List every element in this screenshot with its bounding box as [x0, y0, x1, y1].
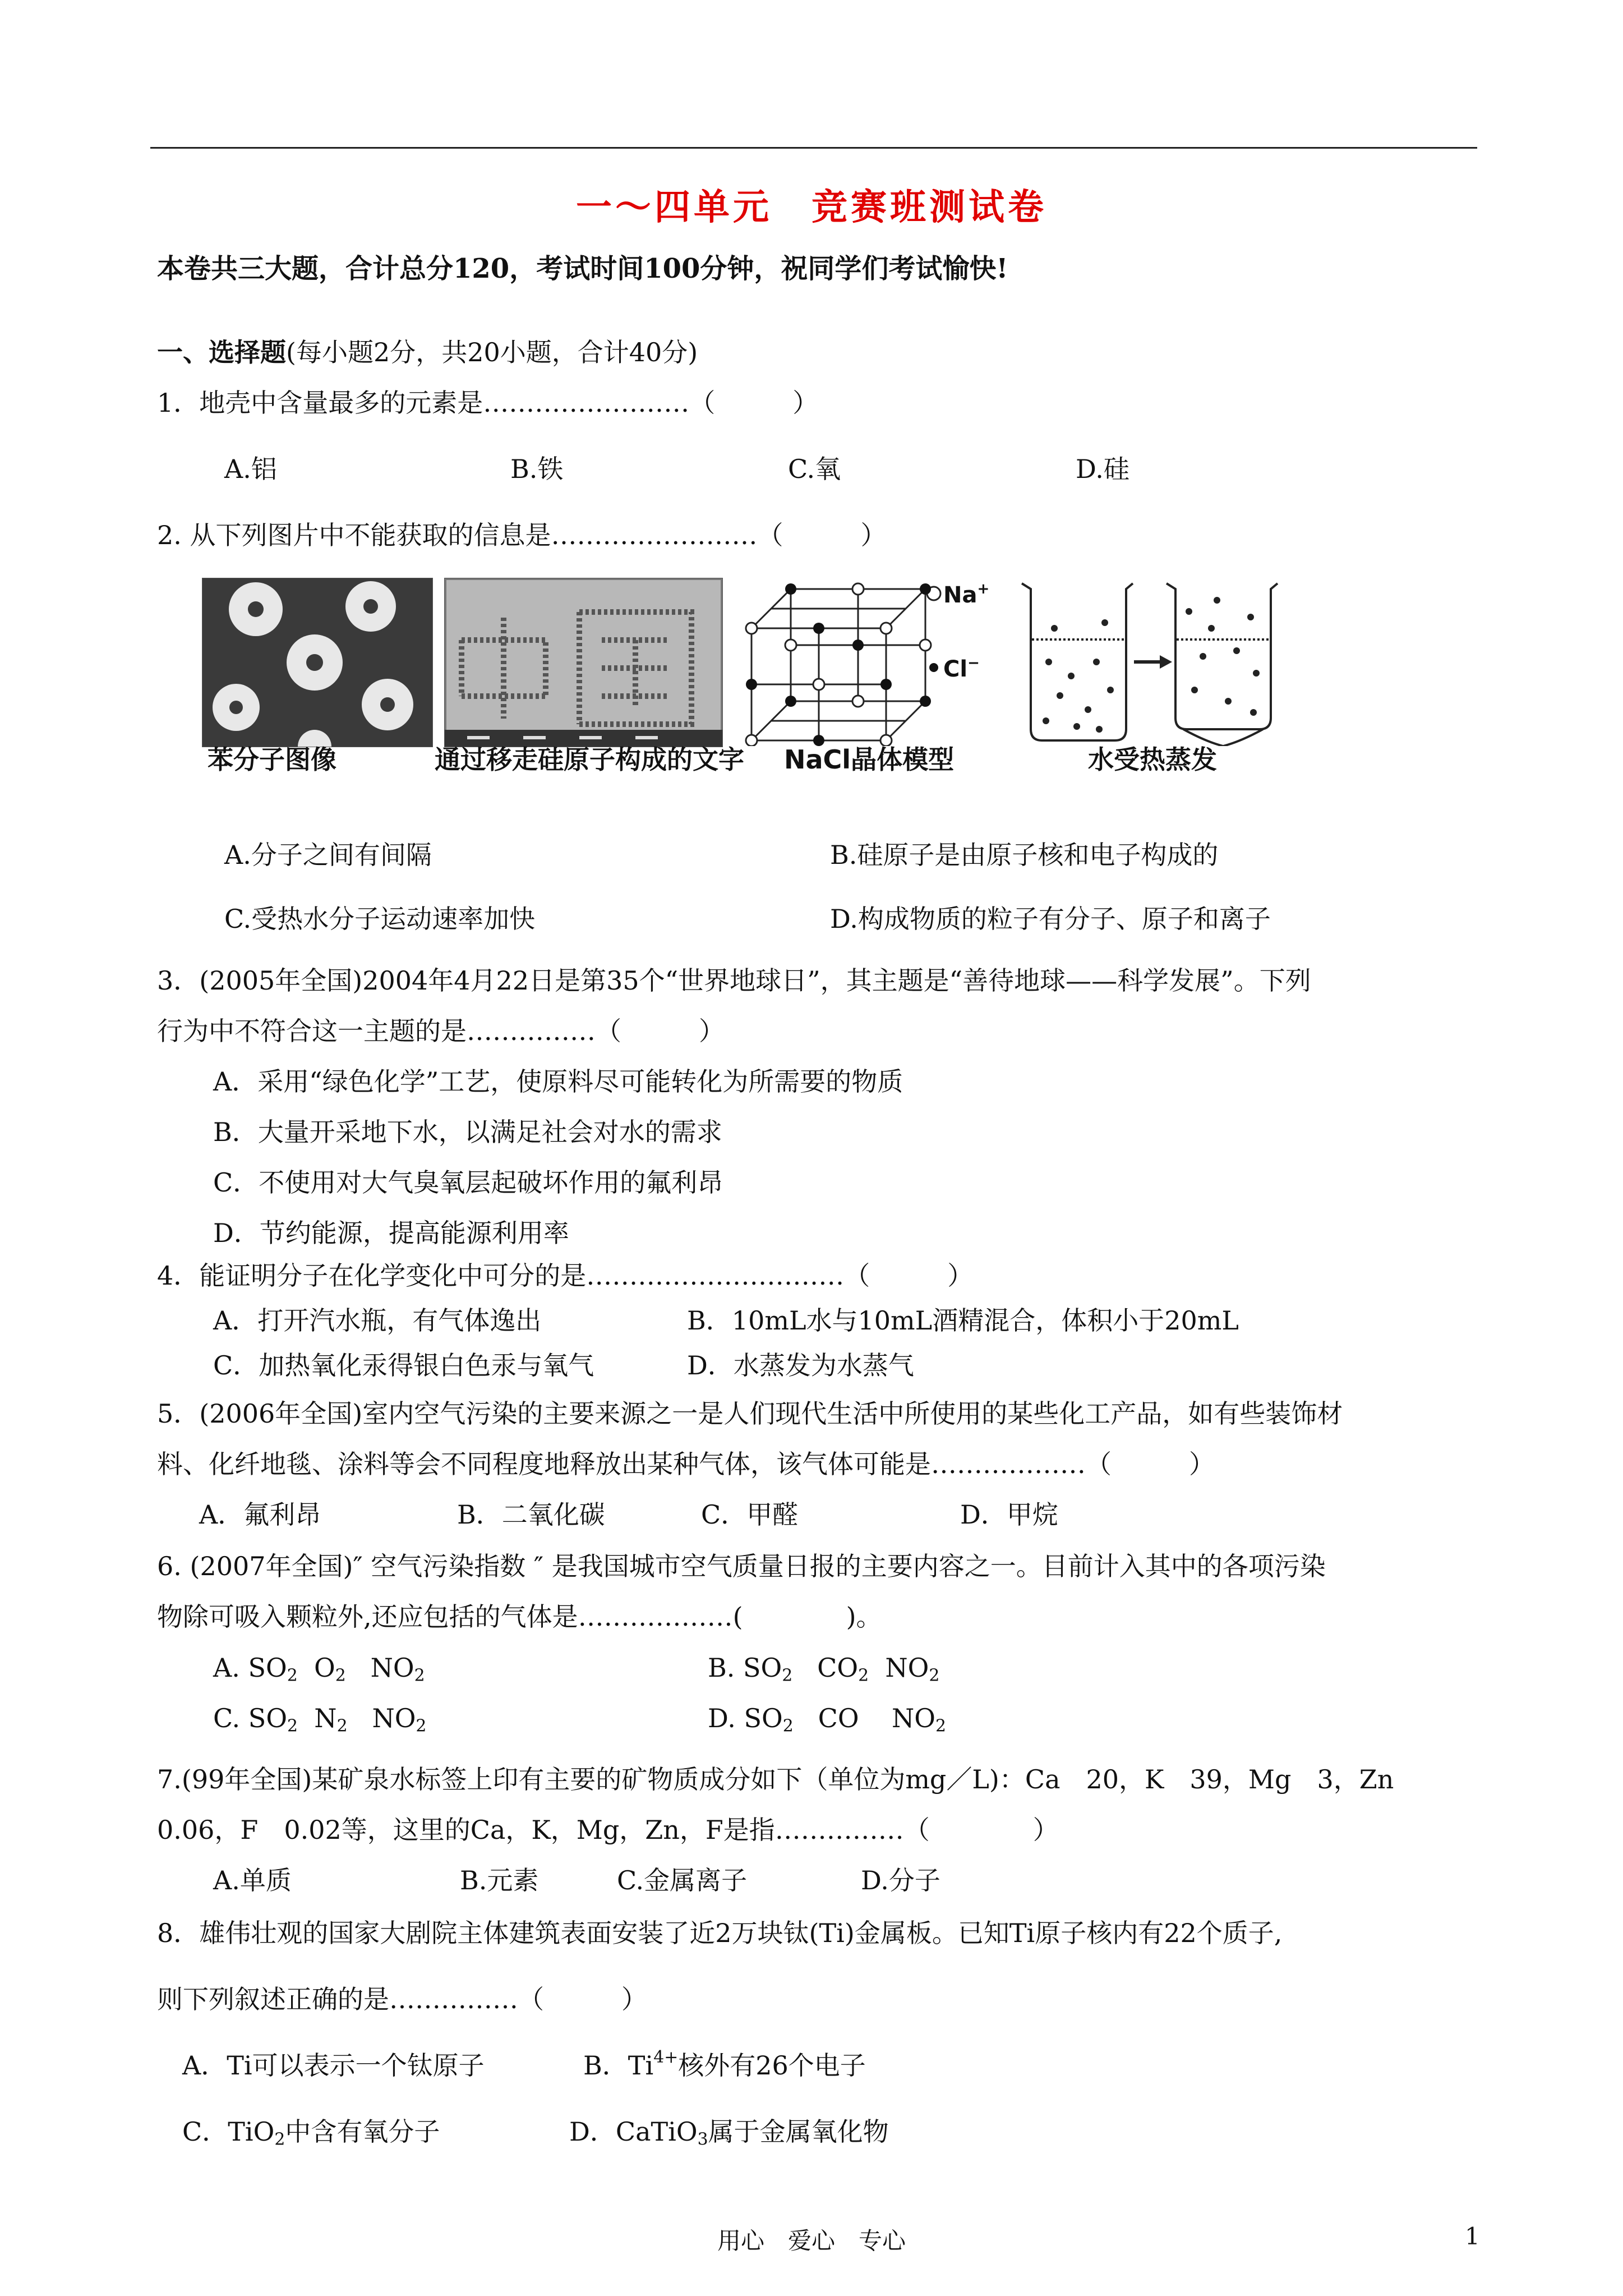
- question-7-line-2: 0.06，F 0.02等，这里的Ca，K，Mg，Zn，F是指……………（ ）: [157, 1815, 1059, 1845]
- q7-option-d: D.分子: [861, 1865, 940, 1895]
- q1-option-b: B.铁: [510, 454, 564, 484]
- q2-option-b: B.硅原子是由原子核和电子构成的: [830, 840, 1219, 870]
- header-rule: [150, 147, 1477, 149]
- question-8-line-2: 则下列叙述正确的是……………（ ）: [157, 1984, 647, 2014]
- benzene-molecule-image: [202, 578, 433, 747]
- section-heading: [157, 332, 698, 369]
- question-4-stem: 4．能证明分子在化学变化中可分的是…………………………（ ）: [157, 1260, 974, 1291]
- exam-intro: 本卷共三大题，合计总分120，考试时间100分钟，祝同学们考试愉快!: [157, 253, 1008, 284]
- q3-option-a: A．采用“绿色化学”工艺，使原料尽可能转化为所需要的物质: [213, 1066, 903, 1097]
- page-number: 1: [1465, 2223, 1480, 2250]
- q6-option-c: C. $SO_2$ $N_2$ $NO_2$: [213, 1703, 427, 1736]
- q4-option-a: A．打开汽水瓶，有气体逸出: [213, 1305, 542, 1336]
- question-1-stem: 1．地壳中含量最多的元素是……………………（ ）: [157, 388, 819, 418]
- q5-option-b: B．二氧化碳: [457, 1499, 605, 1530]
- page-footer: 用心 爱心 专心: [717, 2227, 906, 2254]
- q5-option-a: A．氟利昂: [199, 1499, 321, 1530]
- figure-label-benzene: 苯分子图像: [208, 744, 336, 775]
- question-5-line-1: 5．(2006年全国)室内空气污染的主要来源之一是人们现代生活中所使用的某些化工产品，如有些装饰材: [157, 1398, 1343, 1429]
- question-3-line-1: 3．(2005年全国)2004年4月22日是第35个“世界地球日”，其主题是“善待地球——科学发展”。下列: [157, 965, 1311, 996]
- q1-option-a: A.铝: [224, 454, 277, 484]
- q6-option-a: A. $SO_2$ $O_2$ $NO_2$: [213, 1653, 425, 1686]
- section-note: (每小题2分，共20小题，合计40分): [286, 337, 698, 367]
- nacl-crystal-model: [740, 578, 1009, 746]
- q4-option-b: B．10mL水与10mL酒精混合，体积小于20mL: [687, 1305, 1239, 1336]
- q8-option-b: B．$Ti^{4+}$核外有26个电子: [583, 2047, 866, 2081]
- q4-option-d: D．水蒸发为水蒸气: [687, 1350, 914, 1381]
- question-5-line-2: 料、化纤地毯、涂料等会不同程度地释放出某种气体，该气体可能是………………（ ）: [157, 1449, 1215, 1479]
- water-evaporation-image: [1015, 578, 1290, 746]
- q7-option-b: B.元素: [460, 1865, 539, 1895]
- cl-ion-label: Cl−: [943, 655, 980, 682]
- page-title: 一～四单元 竞赛班测试卷: [576, 186, 1047, 228]
- question-8-line-1: 8．雄伟壮观的国家大剧院主体建筑表面安装了近2万块钛(Ti)金属板。已知Ti原子核内有22个质子,: [157, 1918, 1283, 1948]
- q5-option-d: D．甲烷: [960, 1499, 1058, 1530]
- q8-option-c: C．TiO$_2$中含有氧分子: [182, 2116, 440, 2150]
- q2-option-a: A.分子之间有间隔: [224, 840, 432, 870]
- question-2-stem: 2. 从下列图片中不能获取的信息是……………………（ ）: [157, 520, 887, 550]
- silicon-atom-text-image: [444, 578, 723, 747]
- figure-label-water: 水受热蒸发: [1088, 744, 1217, 775]
- q3-option-c: C．不使用对大气臭氧层起破坏作用的氟利昂: [213, 1167, 723, 1198]
- q5-option-c: C．甲醛: [701, 1499, 799, 1530]
- q1-option-c: C.氧: [788, 454, 841, 484]
- question-6-line-1: 6. (2007年全国)″ 空气污染指数 ″ 是我国城市空气质量日报的主要内容之一。目前计入其中的各项污染: [157, 1551, 1326, 1581]
- q3-option-b: B．大量开采地下水，以满足社会对水的需求: [213, 1117, 722, 1147]
- q2-option-c: C.受热水分子运动速率加快: [224, 904, 536, 934]
- q8-option-d: D．CaTiO$_3$属于金属氧化物: [569, 2116, 889, 2150]
- figure-label-silicon: 通过移走硅原子构成的文字: [435, 744, 744, 775]
- na-ion-label: Na+: [943, 581, 990, 608]
- q4-option-c: C．加热氧化汞得银白色汞与氧气: [213, 1350, 594, 1381]
- q1-option-d: D.硅: [1076, 454, 1129, 484]
- q2-option-d: D.构成物质的粒子有分子、原子和离子: [830, 904, 1271, 934]
- question-6-line-2: 物除可吸入颗粒外,还应包括的气体是………………( )。: [157, 1602, 882, 1632]
- question-3-line-2: 行为中不符合这一主题的是……………（ ）: [157, 1016, 725, 1046]
- q6-option-b: B. $SO_2$ $CO_2$ $NO_2$: [708, 1653, 940, 1686]
- q8-option-a: A．Ti可以表示一个钛原子: [182, 2050, 485, 2081]
- question-7-line-1: 7.(99年全国)某矿泉水标签上印有主要的矿物质成分如下（单位为mg／L)：Ca 20，K 39，Mg 3，Zn: [157, 1764, 1394, 1795]
- section-title: 一、选择题: [157, 337, 286, 367]
- q7-option-a: A.单质: [213, 1865, 292, 1895]
- q7-option-c: C.金属离子: [617, 1865, 748, 1895]
- figure-label-nacl: NaCl晶体模型: [784, 744, 955, 775]
- q3-option-d: D．节约能源，提高能源利用率: [213, 1218, 569, 1248]
- q6-option-d: D. $SO_2$ CO $NO_2$: [708, 1703, 947, 1736]
